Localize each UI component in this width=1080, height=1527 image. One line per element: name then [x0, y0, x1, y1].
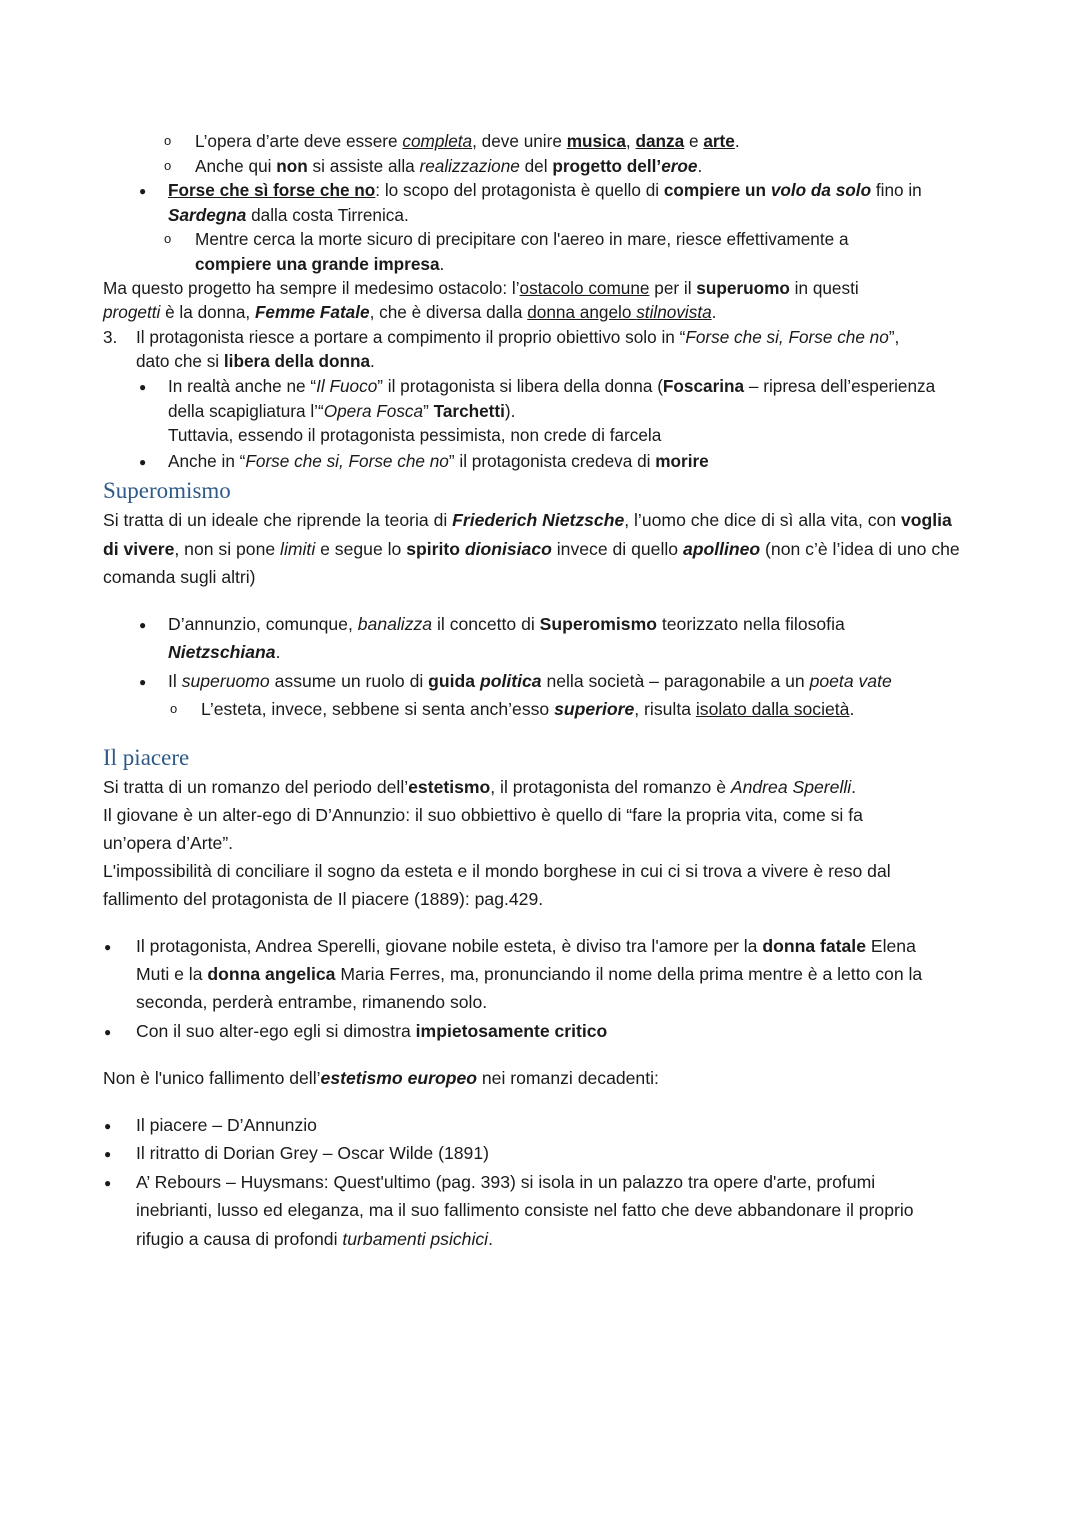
text-run: progetto dell’ — [552, 156, 662, 176]
rich-text — [136, 992, 487, 1012]
text-run: rifugio a causa di profondi — [136, 1229, 343, 1249]
text-run: Il ritratto di Dorian Grey – Oscar Wilde (1891) — [136, 1143, 489, 1163]
text-run: è la donna, — [160, 302, 255, 322]
text-run: donna angelo — [527, 302, 637, 322]
text-run: . — [849, 699, 855, 719]
text-run: e segue lo — [315, 539, 407, 559]
disc-bullet-icon: ● — [104, 1119, 112, 1133]
text-run: nella società – paragonabile a un — [541, 671, 810, 691]
text-run: si assiste alla — [307, 156, 420, 176]
text-run: Il giovane è un alter-ego di D’Annunzio: il suo obbiettivo è quello di “fare la propria vita, come si fa — [103, 805, 863, 825]
text-run: fallimento del protagonista de Il piacere (1889): pag.429. — [103, 889, 544, 909]
rich-text — [136, 1200, 914, 1220]
text-run: fino in — [871, 180, 922, 200]
text-run: Con il suo alter-ego egli si dimostra — [136, 1021, 416, 1041]
text-run: , deve unire — [472, 131, 567, 151]
text-run: Mentre cerca la morte sicuro di precipitare con l'aereo in mare, riesce effettivamente a — [195, 229, 849, 249]
rich-text — [103, 1068, 659, 1088]
text-run: volo da solo — [770, 180, 872, 200]
rich-text — [103, 889, 543, 909]
text-run: Maria Ferres, ma, pronunciando il nome della prima mentre è a letto con la — [335, 964, 923, 984]
rich-text — [103, 805, 863, 825]
text-run: della scapigliatura l’“ — [168, 401, 324, 421]
text-run: D’annunzio, comunque, — [168, 614, 358, 634]
text-run: voglia — [901, 510, 952, 530]
text-run: . — [711, 302, 717, 322]
text-run: Friederich Nietzsche — [452, 510, 625, 530]
rich-text — [168, 401, 515, 421]
text-run: e — [684, 131, 704, 151]
text-run: inebrianti, lusso ed eleganza, ma il suo fallimento consiste nel fatto che deve abbandonare il proprio — [136, 1200, 914, 1220]
text-run: . — [734, 131, 740, 151]
text-run: . — [851, 777, 857, 797]
text-run: isolato dalla società — [695, 699, 850, 719]
text-run: estetismo — [408, 777, 491, 797]
text-run: musica — [566, 131, 626, 151]
text-run: , l’uomo che dice di sì alla vita, con — [624, 510, 901, 530]
heading-il-piacere: Il piacere — [103, 745, 190, 770]
text-run: impietosamente critico — [415, 1021, 608, 1041]
text-run: assume un ruolo di — [269, 671, 429, 691]
disc-bullet-icon: ● — [104, 1025, 112, 1039]
text-run: donna fatale — [762, 936, 866, 956]
circle-bullet-icon: o — [164, 158, 172, 173]
rich-text — [136, 327, 899, 347]
rich-text — [201, 699, 854, 719]
text-run: limiti — [280, 539, 316, 559]
text-run: Tarchetti — [433, 401, 505, 421]
text-run: . — [439, 254, 445, 274]
text-run: . — [488, 1229, 493, 1249]
rich-text — [136, 1143, 489, 1163]
disc-bullet-icon: ● — [139, 380, 147, 394]
text-run: Elena — [865, 936, 916, 956]
text-run: libera della donna — [223, 351, 371, 371]
text-run: banalizza — [357, 614, 433, 634]
text-run: Andrea Sperelli — [730, 777, 852, 797]
rich-text — [136, 964, 922, 984]
text-run: politica — [479, 671, 542, 691]
rich-text — [136, 1229, 493, 1249]
text-run: dionisiaco — [464, 539, 552, 559]
rich-text — [103, 278, 859, 298]
disc-bullet-icon: ● — [139, 675, 147, 689]
text-run: superiore — [554, 699, 635, 719]
text-run: Sardegna — [168, 205, 247, 225]
text-run: superuomo — [181, 671, 270, 691]
disc-bullet-icon: ● — [104, 940, 112, 954]
text-run: seconda, perderà entrambe, rimanendo solo. — [136, 992, 488, 1012]
rich-text — [103, 567, 256, 587]
disc-bullet-icon: ● — [139, 455, 147, 469]
rich-text — [103, 302, 716, 322]
rich-text — [195, 229, 849, 249]
rich-text — [103, 777, 856, 797]
text-run: Anche qui — [195, 156, 277, 176]
disc-bullet-icon: ● — [104, 1176, 112, 1190]
text-run: ” — [423, 401, 434, 421]
text-run: Forse che si, Forse che no — [685, 327, 889, 347]
text-run: . — [275, 642, 281, 662]
rich-text — [103, 833, 233, 853]
text-run: Superomismo — [539, 614, 657, 634]
text-run: nei romanzi decadenti: — [476, 1068, 659, 1088]
text-run: ” il protagonista credeva di — [448, 451, 656, 471]
text-run: di vivere — [103, 539, 175, 559]
text-run: apollineo — [682, 539, 761, 559]
rich-text — [103, 861, 891, 881]
text-run: L’opera d’arte deve essere — [195, 131, 403, 151]
text-run: il concetto di — [432, 614, 540, 634]
text-run: ” il protagonista si libera della donna ( — [377, 376, 663, 396]
circle-bullet-icon: o — [170, 701, 178, 716]
text-run: spirito — [406, 539, 465, 559]
rich-text — [103, 510, 952, 530]
text-run: un’opera d’Arte”. — [103, 833, 234, 853]
text-run: Forse che si, Forse che no — [245, 451, 449, 471]
rich-text — [136, 1021, 607, 1041]
rich-text — [168, 642, 280, 662]
text-run: comanda sugli altri) — [103, 567, 256, 587]
text-run: , il protagonista del romanzo è — [490, 777, 731, 797]
text-run: Anche in “ — [168, 451, 246, 471]
text-run: Si tratta di un ideale che riprende la teoria di — [103, 510, 453, 530]
rich-text — [195, 254, 444, 274]
text-run: Si tratta di un romanzo del periodo dell’ — [103, 777, 409, 797]
rich-text — [103, 539, 960, 559]
text-run: Opera Fosca — [323, 401, 424, 421]
text-run: L’esteta, invece, sebbene si senta anch’esso — [201, 699, 555, 719]
text-run: . — [697, 156, 703, 176]
text-run: non — [276, 156, 308, 176]
text-run: teorizzato nella filosofia — [657, 614, 845, 634]
rich-text — [168, 614, 845, 634]
text-run: – ripresa dell’esperienza — [744, 376, 936, 396]
text-run: Il protagonista, Andrea Sperelli, giovane nobile esteta, è diviso tra l'amore per la — [136, 936, 763, 956]
rich-text — [195, 131, 740, 151]
text-run: stilnovista — [636, 302, 712, 322]
heading-superomismo: Superomismo — [103, 478, 231, 503]
text-run: ). — [504, 401, 516, 421]
text-run: In realtà anche ne “ — [168, 376, 317, 396]
text-run: Muti e la — [136, 964, 208, 984]
text-run: in questi — [789, 278, 859, 298]
disc-bullet-icon: ● — [139, 618, 147, 632]
text-run: Non è l'unico fallimento dell’ — [103, 1068, 321, 1088]
text-run: del — [519, 156, 553, 176]
text-run: morire — [655, 451, 709, 471]
circle-bullet-icon: o — [164, 231, 172, 246]
text-run: Tuttavia, essendo il protagonista pessimista, non crede di farcela — [168, 425, 662, 445]
text-run: realizzazione — [419, 156, 520, 176]
text-run: L'impossibilità di conciliare il sogno da esteta e il mondo borghese in cui ci si trova a vivere è reso dal — [103, 861, 891, 881]
text-run: dato che si — [136, 351, 224, 371]
text-run: , risulta — [634, 699, 696, 719]
text-run: Ma questo progetto ha sempre il medesimo ostacolo: l’ — [103, 278, 520, 298]
text-run: : lo scopo del protagonista è quello di — [375, 180, 664, 200]
text-run: , — [625, 131, 636, 151]
text-run: ”, — [888, 327, 900, 347]
text-run: Femme Fatale — [254, 302, 370, 322]
text-run: Il — [168, 671, 182, 691]
text-run: compiere un — [663, 180, 771, 200]
rich-text — [136, 351, 375, 371]
text-run: arte — [703, 131, 735, 151]
rich-text — [136, 1172, 875, 1192]
rich-text — [136, 936, 916, 956]
rich-text — [136, 1115, 317, 1135]
text-run: danza — [635, 131, 685, 151]
text-run: Forse che sì forse che no — [168, 180, 376, 200]
text-run: , che è diversa dalla — [369, 302, 528, 322]
disc-bullet-icon: ● — [104, 1147, 112, 1161]
text-run: Nietzschiana — [168, 642, 276, 662]
text-run: eroe — [661, 156, 698, 176]
text-run: ostacolo comune — [519, 278, 650, 298]
text-run: donna angelica — [207, 964, 336, 984]
rich-text — [168, 180, 922, 200]
text-run: turbamenti psichici — [342, 1229, 489, 1249]
disc-bullet-icon: ● — [139, 184, 147, 198]
text-run: Il Fuoco — [316, 376, 378, 396]
text-run: Il protagonista riesce a portare a compimento il proprio obiettivo solo in “ — [136, 327, 686, 347]
text-run: compiere una grande impresa — [195, 254, 440, 274]
text-run: . — [370, 351, 375, 371]
text-run: invece di quello — [551, 539, 683, 559]
text-run: progetti — [103, 302, 161, 322]
rich-text — [168, 205, 409, 225]
text-run: (non c’è l’idea di uno che — [760, 539, 960, 559]
item-number: 3. — [103, 327, 118, 347]
text-run: superuomo — [696, 278, 790, 298]
rich-text — [195, 156, 702, 176]
text-run: Il piacere – D’Annunzio — [136, 1115, 317, 1135]
circle-bullet-icon: o — [164, 133, 172, 148]
text-run: Foscarina — [662, 376, 745, 396]
text-run: guida — [428, 671, 480, 691]
text-run: poeta vate — [809, 671, 892, 691]
text-run: per il — [649, 278, 697, 298]
text-run: estetismo europeo — [320, 1068, 477, 1088]
text-run: A’ Rebours – Huysmans: Quest'ultimo (pag. 393) si isola in un palazzo tra opere d'arte, profumi — [136, 1172, 876, 1192]
rich-text — [168, 376, 935, 396]
text-run: dalla costa Tirrenica. — [246, 205, 409, 225]
rich-text — [168, 671, 892, 691]
rich-text — [168, 451, 709, 471]
rich-text — [168, 425, 661, 445]
text-run: completa — [402, 131, 473, 151]
text-run: , non si pone — [174, 539, 281, 559]
